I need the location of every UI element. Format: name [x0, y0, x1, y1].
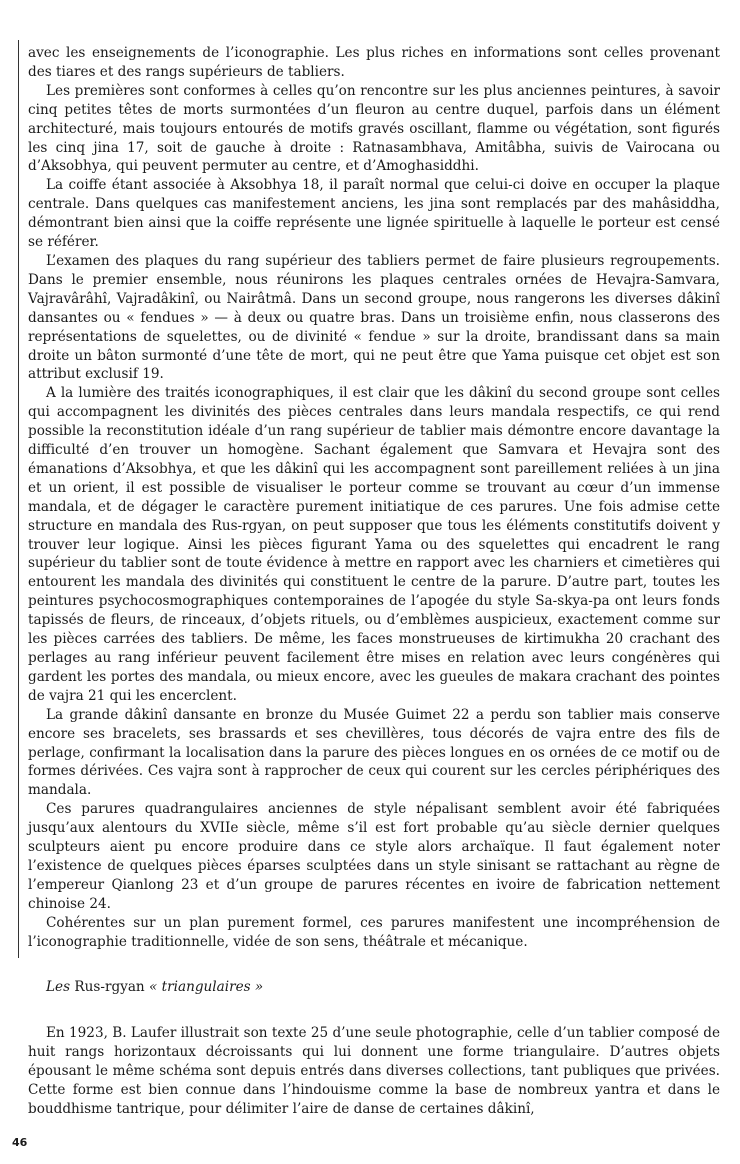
- paragraph: La grande dâkinî dansante en bronze du Musée Guimet 22 a perdu son tablier mais conserve encore ses bracelets, ses brassards et ses chevillères, tous décorés de vajra entre des fils de perlage, confirmant la localisation dans la parure des pièces longues en os ornées de ce motif ou de formes dérivées. Ces vajra sont à rapprocher de ceux qui courent sur les cercles périphériques des mandala.: [28, 706, 720, 799]
- paragraph: Cohérentes sur un plan purement formel, ces parures manifestent une incompréhension de l’iconographie traditionnelle, vidée de son sens, théâtrale et mécanique.: [28, 914, 720, 950]
- section-heading-suffix: « triangulaires »: [149, 979, 264, 995]
- paragraph: La coiffe étant associée à Aksobhya 18, il paraît normal que celui-ci doive en occuper la plaque centrale. Dans quelques cas manifestement anciens, les jina sont remplacés par des mahâsiddha, démontrant bien ainsi que la coiffe représente une lignée spirituelle à laquelle le porteur est censé se référer.: [28, 177, 720, 251]
- section-heading-term: Rus-rgyan: [74, 979, 145, 995]
- section-heading: [46, 978, 263, 997]
- margin-rule: [18, 40, 19, 958]
- section-body-text: [28, 1024, 720, 1119]
- paragraph: Les premières sont conformes à celles qu’on rencontre sur les plus anciennes peintures, à savoir cinq petites têtes de morts surmontées d’un fleuron au centre duquel, parfois dans un élément architecturé, mais toujours entourés de motifs gravés oscillant, flamme ou végétation, sont figurés les cinq jina 17, soit de gauche à droite : Ratnasambhava, Amitâbha, suivis de Vairocana ou d’Aksobhya, qui peuvent permuter au centre, et d’Amoghasiddhi.: [28, 82, 720, 175]
- paragraph: L’examen des plaques du rang supérieur des tabliers permet de faire plusieurs regroupements. Dans le premier ensemble, nous réunirons les plaques centrales ornées de Hevajra-Samvara, Vajravârâhî, Vajradâkinî, ou Nairâtmâ. Dans un second groupe, nous rangerons les diverses dâkinî dansantes ou « fendues » — à deux ou quatre bras. Dans un troisième enfin, nous classerons des représentations de squelettes, ou de divinité « fendue » sur la droite, brandissant dans sa main droite un bâton surmonté d’une tête de mort, qui ne peut être que Yama puisque cet objet est son attribut exclusif 19.: [28, 252, 720, 383]
- paragraph: Ces parures quadrangulaires anciennes de style népalisant semblent avoir été fabriquées jusqu’aux alentours du XVIIe siècle, même s’il est fort probable qu’au siècle dernier quelques sculpteurs aient pu encore produire dans ce style alors archaïque. Il faut également noter l’existence de quelques pièces éparses sculptées dans un style sinisant se rattachant au règne de l’empereur Qianlong 23 et d’un groupe de parures récentes en ivoire de fabrication nettement chinoise 24.: [28, 801, 720, 912]
- page-number: 46: [12, 1136, 28, 1149]
- paragraph: avec les enseignements de l’iconographie. Les plus riches en informations sont celles provenant des tiares et des rangs supérieurs de tabliers.: [28, 45, 720, 80]
- body-text: [28, 44, 720, 952]
- section-heading-prefix: Les: [46, 979, 71, 995]
- paragraph: En 1923, B. Laufer illustrait son texte 25 d’une seule photographie, celle d’un tablier composé de huit rangs horizontaux décroissants qui lui donnent une forme triangulaire. D’autres objets épousant le même schéma sont depuis entrés dans diverses collections, tant publiques que privées. Cette forme est bien connue dans l’hindouisme comme la base de nombreux yantra et dans le bouddhisme tantrique, pour délimiter l’aire de danse de certaines dâkinî,: [28, 1025, 721, 1117]
- paragraph: A la lumière des traités iconographiques, il est clair que les dâkinî du second groupe sont celles qui accompagnent les divinités des pièces centrales dans leurs mandala respectifs, ce qui rend possible la reconstitution idéale d’un rang supérieur de tablier mais démontre encore davantage la difficulté d’en trouver un homogène. Sachant également que Samvara et Hevajra sont des émanations d’Aksobhya, et que les dâkinî qui les accompagnent sont pareillement reliées à un jina et un orient, il est possible de visualiser le porteur comme se trouvant au cœur d’un immense mandala, et de dégager le caractère purement initiatique de ces parures. Une fois admise cette structure en mandala des Rus-rgyan, on peut supposer que tous les éléments constitutifs doivent y trouver leur logique. Ainsi les pièces figurant Yama ou des squelettes qui encadrent le rang supérieur du tablier sont de toute évidence à mettre en rapport avec les charniers et cimetières qui entourent les mandala des divinités qui constituent le centre de la parure. D’autre part, toutes les peintures psychocosmographiques contemporaines de l’apogée du style Sa-skya-pa ont leurs fonds tapissés de fleurs, de rinceaux, d’objets rituels, ou d’emblèmes auspicieux, exactement comme sur les pièces carrées des tabliers. De même, les faces monstrueuses de kirtimukha 20 crachant des perlages au rang inférieur peuvent facilement être mises en relation avec leurs congénères qui gardent les portes des mandala, ou mieux encore, avec les gueules de makara crachant des pointes de vajra 21 qui les encerclent.: [28, 385, 720, 704]
